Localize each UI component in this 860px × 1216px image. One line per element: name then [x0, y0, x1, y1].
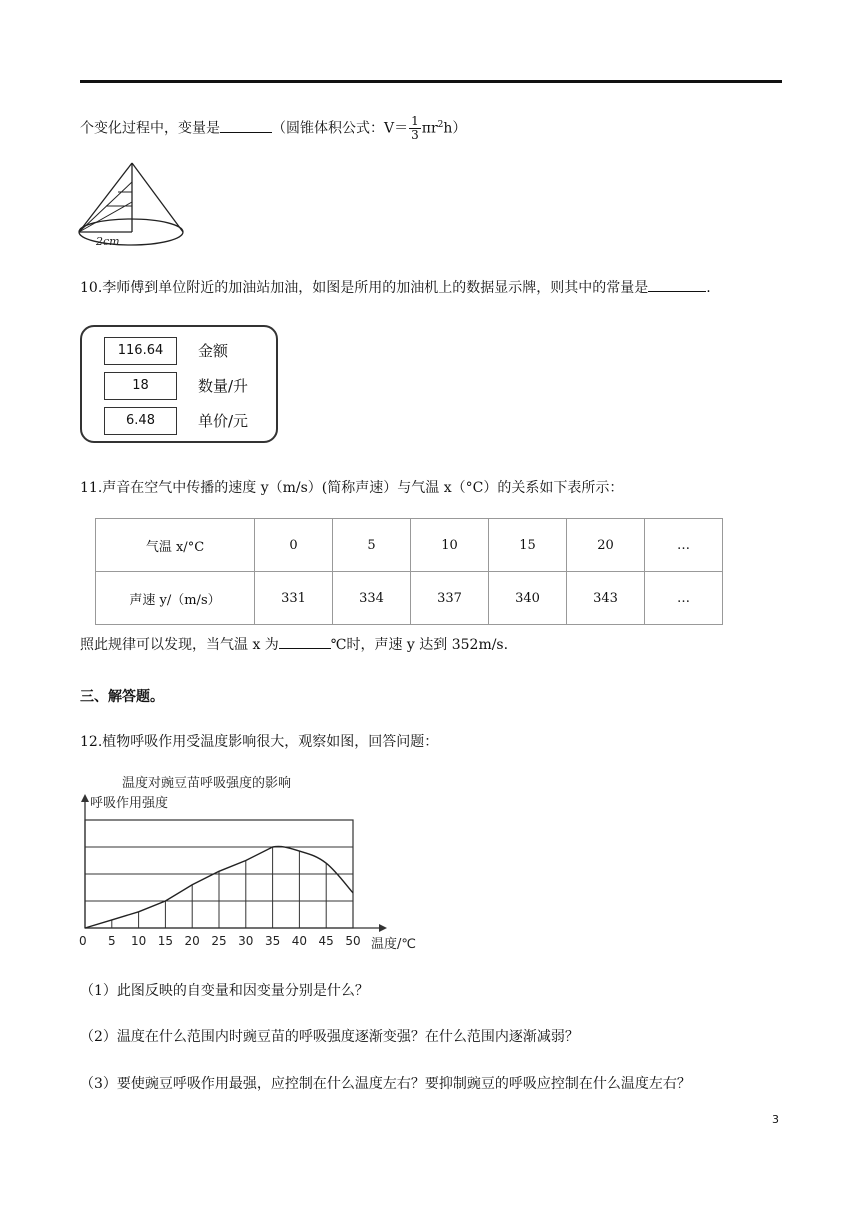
q10-answer-blank[interactable] — [648, 277, 706, 292]
table-cell: … — [645, 572, 723, 625]
q12-text: 12.植物呼吸作用受温度影响很大，观察如图，回答问题： — [80, 734, 439, 750]
amount-label: 金额 — [198, 342, 229, 360]
amount-value-box: 116.64 — [104, 337, 177, 365]
y-axis-label: 呼吸作用强度 — [90, 796, 169, 811]
unit-price-label: 单价/元 — [198, 412, 249, 430]
x-tick-label: 50 — [345, 934, 361, 948]
fraction-numerator: 1 — [411, 114, 419, 129]
q9-exponent: 2 — [437, 120, 444, 130]
x-tick-label: 15 — [157, 934, 174, 948]
table-cell: 331 — [255, 572, 333, 625]
q11-text: 11.声音在空气中传播的速度 y（m/s）(简称声速）与气温 x（°C）的关系如下表所示： — [80, 480, 624, 496]
header-rule — [80, 80, 782, 83]
q10-line — [80, 277, 711, 298]
x-tick-label: 30 — [238, 934, 254, 948]
q11-line — [80, 478, 623, 498]
q11-after-line — [80, 634, 508, 655]
cone-right-edge — [132, 163, 183, 232]
x-tick-label: 40 — [291, 934, 308, 948]
x-tick-label: 45 — [318, 934, 334, 948]
q11-answer-blank[interactable] — [279, 634, 331, 649]
cone-left-edge — [79, 163, 132, 232]
q11-after-prefix: 照此规律可以发现，当气温 x 为 — [80, 637, 279, 653]
q9-formula-open: （圆锥体积公式：V＝ — [272, 120, 409, 137]
q12-sub2: （2）温度在什么范围内时豌豆苗的呼吸强度逐渐变强？在什么范围内逐渐减弱？ — [80, 1029, 579, 1045]
x-axis-arrow — [379, 924, 387, 932]
cone-diagram — [76, 160, 188, 252]
x-tick-label: 25 — [211, 934, 227, 948]
q9-formula-tail: πr — [421, 120, 438, 137]
table-cell: 15 — [489, 519, 567, 572]
table-cell: 337 — [411, 572, 489, 625]
quantity-label: 数量/升 — [198, 377, 249, 395]
page-number: 3 — [772, 1113, 779, 1126]
table-cell: 340 — [489, 572, 567, 625]
table-row — [96, 572, 723, 625]
section-heading: 三、解答题。 — [80, 689, 164, 705]
table-cell: 10 — [411, 519, 489, 572]
speed-temperature-table — [95, 518, 723, 625]
fraction-denominator: 3 — [411, 128, 419, 143]
x-tick-label: 20 — [184, 934, 200, 948]
chart-title: 温度对豌豆苗呼吸强度的影响 — [122, 776, 292, 791]
cone-radius-label: 2cm — [96, 235, 120, 248]
unit-price-value-box: 6.48 — [104, 407, 177, 435]
q12-sub1: （1）此图反映的自变量和因变量分别是什么？ — [80, 983, 369, 999]
q9-line — [80, 115, 466, 142]
x-tick-label: 5 — [107, 934, 116, 948]
x-tick-label: 0 — [79, 934, 87, 948]
q9-prefix: 个变化过程中，变量是 — [80, 120, 220, 137]
respiration-chart — [70, 768, 430, 958]
q9-formula-close: h） — [443, 120, 467, 137]
x-tick-label: 35 — [264, 934, 281, 948]
table-cell: 声速 y/（m/s） — [96, 572, 255, 625]
x-tick-label: 10 — [130, 934, 147, 948]
table-cell: 气温 x/°C — [96, 519, 255, 572]
table-row — [96, 519, 723, 572]
q11-after-suffix: ℃时，声速 y 达到 352m/s. — [330, 637, 509, 653]
q9-answer-blank[interactable] — [220, 118, 272, 133]
one-third-fraction — [409, 115, 421, 142]
q12-sub3: （3）要使豌豆呼吸作用最强，应控制在什么温度左右？要抑制豌豆的呼吸应控制在什么温度左右？ — [80, 1076, 691, 1092]
q10-end: . — [706, 280, 711, 296]
q10-text: 10.李师傅到单位附近的加油站加油，如图是所用的加油机上的数据显示牌，则其中的常量是 — [80, 280, 649, 296]
q12-line — [80, 732, 438, 752]
table-cell: … — [645, 519, 723, 572]
quantity-value-box: 18 — [104, 372, 177, 400]
table-cell: 0 — [255, 519, 333, 572]
y-axis-arrow — [81, 794, 89, 802]
table-cell: 20 — [567, 519, 645, 572]
x-axis-label: 温度/℃ — [371, 937, 416, 952]
table-cell: 5 — [333, 519, 411, 572]
table-cell: 343 — [567, 572, 645, 625]
table-cell: 334 — [333, 572, 411, 625]
pump-display-panel — [80, 325, 278, 443]
